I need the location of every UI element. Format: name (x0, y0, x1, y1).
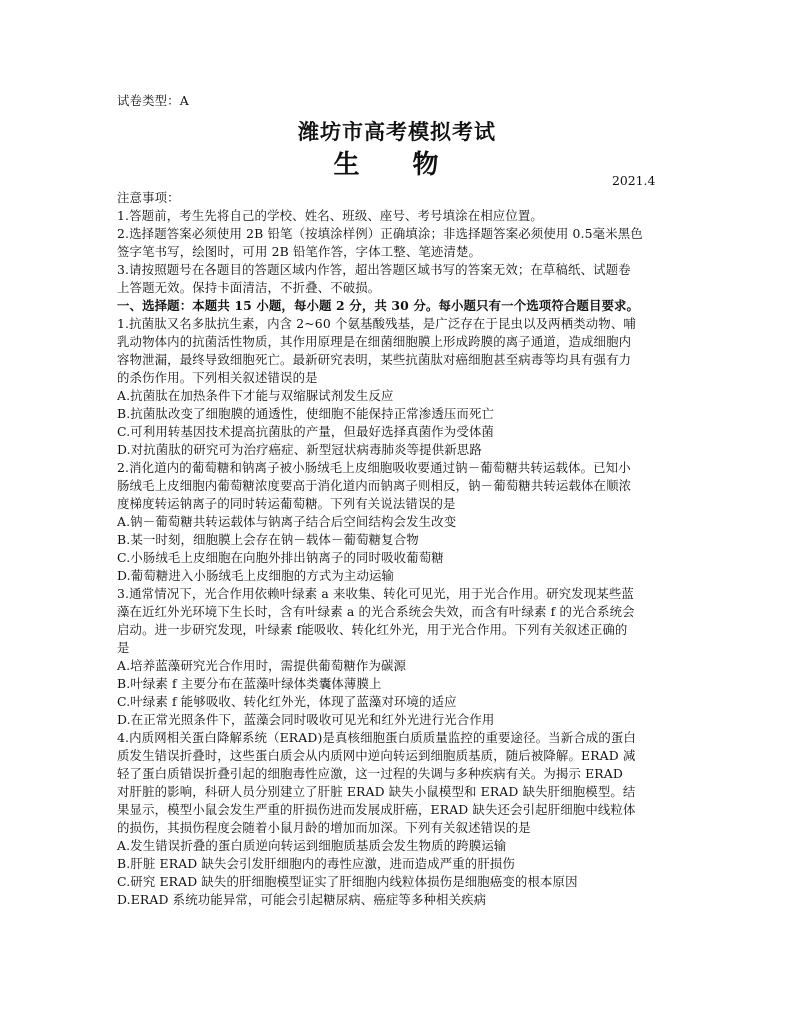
notice-line: 3.请按照题号在各题目的答题区域内作答，超出答题区域书写的答案无效；在草稿纸、试题卷 (117, 262, 631, 277)
notice-line: 签字笔书写，绘图时，可用 2B 铅笔作答，字体工整、笔迹清楚。 (117, 244, 482, 259)
question-1-stem: 容物泄漏，最终导致细胞死亡。最新研究表明，某些抗菌肽对癌细胞甚至病毒等均具有强有力 (117, 352, 632, 367)
paper-type: 试卷类型：A (117, 93, 189, 108)
question-2-stem: 度梯度转运钠离子的同时转运葡萄糖。下列有关说法错误的是 (117, 496, 456, 511)
question-2-stem: 2.消化道内的葡萄糖和钠离子被小肠绒毛上皮细胞吸收要通过钠－葡萄糖共转运载体。已知小 (117, 460, 631, 475)
question-4-stem: 的损伤，其损伤程度会随着小鼠月龄的增加而加深。下列有关叙述错误的是 (117, 820, 531, 835)
question-1-stem: 1.抗菌肽又名多肽抗生素，内含 2~60 个氨基酸残基，是广泛存在于昆虫以及两栖类动物、哺 (117, 316, 636, 331)
question-2-option-b: B.某一时刻，细胞膜上会存在钠－载体－葡萄糖复合物 (117, 532, 419, 547)
question-4-stem: 果显示，模型小鼠会发生严重的肝损伤进而发展成肝癌，ERAD 缺失还会引起肝细胞中线粒体 (117, 802, 636, 817)
subject-title: 生 物 (333, 150, 461, 180)
question-3-option-a: A.培养蓝藻研究光合作用时，需提供葡萄糖作为碳源 (117, 658, 407, 673)
question-3-option-b: B.叶绿素 f 主要分布在蓝藻叶绿体类囊体薄膜上 (117, 676, 382, 691)
question-4-option-a: A.发生错误折叠的蛋白质逆向转运到细胞质基质会发生物质的跨膜运输 (117, 838, 507, 853)
question-4-option-c: C.研究 ERAD 缺失的肝细胞模型证实了肝细胞内线粒体损伤是细胞癌变的根本原因 (117, 874, 578, 889)
question-1-option-b: B.抗菌肽改变了细胞膜的通透性，使细胞不能保持正常渗透压而死亡 (117, 406, 495, 421)
question-4-stem: 4.内质网相关蛋白降解系统（ERAD)是真核细胞蛋白质质量监控的重要途径。当新合成的蛋白 (117, 730, 636, 745)
question-3-stem: 是 (117, 640, 130, 655)
exam-title: 潍坊市高考模拟考试 (298, 119, 496, 144)
notice-heading: 注意事项： (117, 190, 180, 205)
question-4-option-b: B.肝脏 ERAD 缺失会引发肝细胞内的毒性应激，进而造成严重的肝损伤 (117, 856, 515, 871)
question-3-option-d: D.在正常光照条件下，蓝藻会同时吸收可见光和红外光进行光合作用 (117, 712, 495, 727)
question-2-option-a: A.钠－葡萄糖共转运载体与钠离子结合后空间结构会发生改变 (117, 514, 457, 529)
question-1-stem: 乳动物体内的抗菌活性物质，其作用原理是在细菌细胞膜上形成跨膜的离子通道，造成细胞内 (117, 334, 632, 349)
question-3-stem: 藻在近红外光环境下生长时，含有叶绿素 a 的光合系统会失效，而含有叶绿素 f 的光合系统会 (117, 604, 635, 619)
question-3-stem: 启动。进一步研究发现，叶绿素 f能吸收、转化红外光，用于光合作用。下列有关叙述正确的 (117, 622, 628, 637)
question-2-option-d: D.葡萄糖进入小肠绒毛上皮细胞的方式为主动运输 (117, 568, 395, 583)
question-4-stem: 质发生错误折叠时，这些蛋白质会从内质网中逆向转运到细胞质基质，随后被降解。ERAD 减 (117, 748, 636, 763)
exam-date: 2021.4 (612, 173, 656, 188)
question-1-option-c: C.可利用转基因技术提高抗菌肽的产量，但最好选择真菌作为受体菌 (117, 424, 494, 439)
question-4-option-d: D.ERAD 系统功能异常，可能会引起糖尿病、癌症等多种相关疾病 (117, 892, 487, 907)
question-3-option-c: C.叶绿素 f 能够吸收、转化红外光，体现了蓝藻对环境的适应 (117, 694, 457, 709)
question-4-stem: 对肝脏的影响，科研人员分别建立了肝脏 ERAD 缺失小鼠模型和 ERAD 缺失肝细胞模型。结 (117, 784, 636, 799)
notice-line: 2.选择题答案必须使用 2B 铅笔（按填涂样例）正确填涂；非选择题答案必须使用 0.5毫米黑色 (117, 226, 643, 241)
question-1-stem: 的杀伤作用。下列相关叙述错误的是 (117, 370, 318, 385)
question-4-stem: 轻了蛋白质错误折叠引起的细胞毒性应激，这一过程的失调与多种疾病有关。为揭示 ERAD (117, 766, 623, 781)
question-2-stem: 肠绒毛上皮细胞内葡萄糖浓度要高于消化道内而钠离子则相反，钠－葡萄糖共转运载体在顺浓 (117, 478, 632, 493)
notice-line: 1.答题前，考生先将自己的学校、姓名、班级、座号、考号填涂在相应位置。 (117, 208, 543, 223)
section-heading: 一、选择题：本题共 15 小题，每小题 2 分，共 30 分。每小题只有一个选项符合题目要求。 (117, 298, 640, 313)
question-2-option-c: C.小肠绒毛上皮细胞在向胞外排出钠离子的同时吸收葡萄糖 (117, 550, 444, 565)
question-3-stem: 3.通常情况下，光合作用依赖叶绿素 a 来收集、转化可见光，用于光合作用。研究发现某些蓝 (117, 586, 634, 601)
question-1-option-d: D.对抗菌肽的研究可为治疗癌症、新型冠状病毒肺炎等提供新思路 (117, 442, 482, 457)
notice-line: 上答题无效。保持卡面清洁，不折叠、不破损。 (117, 280, 381, 295)
question-1-option-a: A.抗菌肽在加热条件下才能与双缩脲试剂发生反应 (117, 388, 394, 403)
